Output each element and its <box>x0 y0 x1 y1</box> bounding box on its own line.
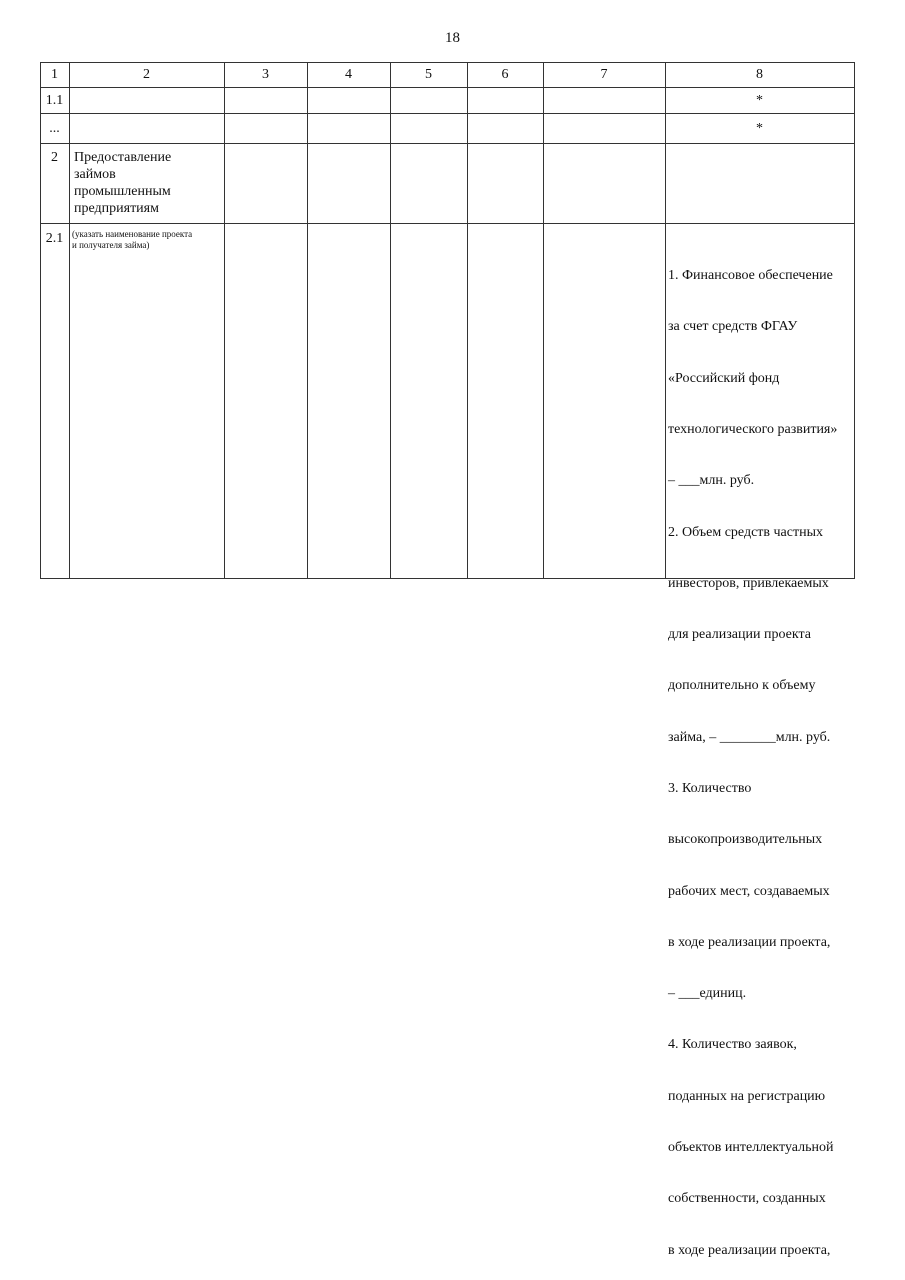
row-name-hint-line: и получателя займа) <box>72 240 150 250</box>
note-line: 2. Объем средств частных <box>668 524 823 540</box>
header-cell-7: 7 <box>600 67 608 82</box>
note-line: в ходе реализации проекта, <box>668 1242 831 1258</box>
row-name-line: предприятиям <box>74 201 159 216</box>
header-cell-5: 5 <box>425 67 432 82</box>
note-line: рабочих мест, создаваемых <box>668 883 830 899</box>
header-cell-3: 3 <box>262 67 269 82</box>
table-rule-col-6 <box>543 62 544 579</box>
note-line: собственности, созданных <box>668 1191 826 1207</box>
note-line: за счет средств ФГАУ <box>668 319 798 335</box>
page-number: 18 <box>445 30 460 46</box>
table-rule-top <box>40 62 855 63</box>
note-line: высокопроизводительных <box>668 832 823 848</box>
row-col8-mark: * <box>756 93 763 108</box>
note-line: объектов интеллектуальной <box>668 1139 834 1155</box>
table-rule-col-1 <box>69 62 70 579</box>
header-cell-4: 4 <box>345 67 352 82</box>
header-cell-8: 8 <box>756 67 763 82</box>
note-line: займа, – ________млн. руб. <box>668 729 831 745</box>
row-name-line: займов <box>74 167 116 182</box>
note-line: в ходе реализации проекта, <box>668 934 831 950</box>
note-line: для реализации проекта <box>668 627 811 643</box>
note-line: поданных на регистрацию <box>668 1088 826 1104</box>
row-number: 2 <box>51 150 58 165</box>
table-rule-col-3 <box>307 62 308 579</box>
table-rule-col-7 <box>665 62 666 579</box>
table-rule-row-2 <box>40 223 855 224</box>
row-col8-mark: * <box>756 121 763 136</box>
note-line: 1. Финансовое обеспечение <box>668 268 833 284</box>
table-rule-row-ellipsis <box>40 143 855 144</box>
row-number: 1.1 <box>45 93 64 108</box>
table-rule-col-5 <box>467 62 468 579</box>
row-name-cell <box>74 149 171 217</box>
note-line: – ___млн. руб. <box>668 473 755 489</box>
note-line: «Российский фонд <box>668 370 780 386</box>
row-name-hint <box>72 229 192 251</box>
table-rule-col-4 <box>390 62 391 579</box>
table-rule-col-2 <box>224 62 225 579</box>
note-line: технологического развития» <box>668 422 838 438</box>
table-rule-row-1-1 <box>40 113 855 114</box>
header-cell-2: 2 <box>143 67 150 82</box>
header-cell-1: 1 <box>51 67 58 82</box>
note-line: инвесторов, привлекаемых <box>668 575 829 591</box>
table-rule-col-right <box>854 62 855 579</box>
note-line: 4. Количество заявок, <box>668 1037 797 1053</box>
row-number: 2.1 <box>45 231 64 246</box>
note-line: 3. Количество <box>668 781 752 796</box>
row-name-hint-line: (указать наименование проекта <box>72 229 193 239</box>
row-name-line: Предоставление <box>74 150 172 165</box>
indicators-note <box>668 233 837 1280</box>
table-rule-col-left <box>40 62 41 579</box>
note-line: дополнительно к объему <box>668 678 816 694</box>
row-number: ... <box>49 121 60 136</box>
row-name-line: промышленным <box>74 184 171 199</box>
note-line: – ___единиц. <box>668 986 747 1002</box>
table-rule-header-bottom <box>40 87 855 88</box>
header-cell-6: 6 <box>501 67 509 82</box>
